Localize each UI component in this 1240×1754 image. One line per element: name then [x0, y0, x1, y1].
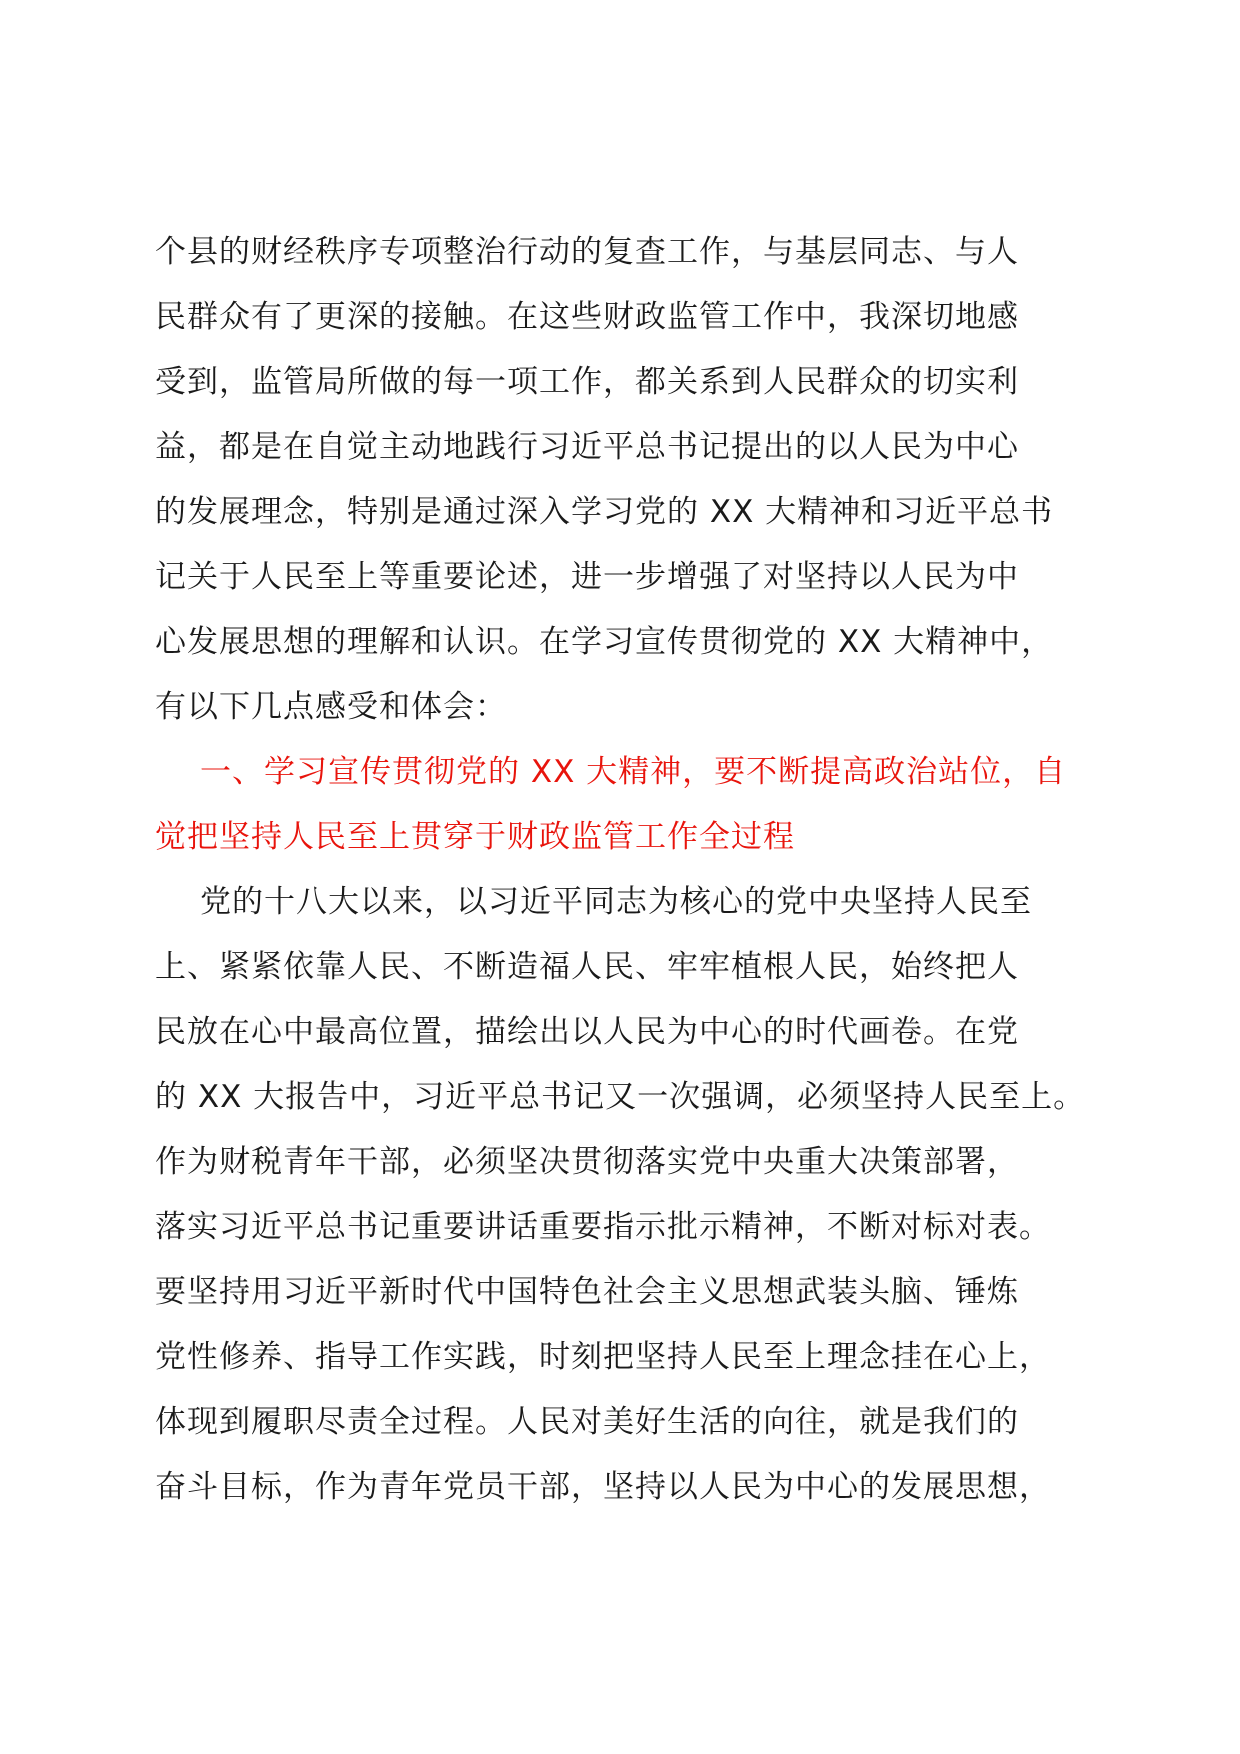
body-line: 党性修养、指导工作实践，时刻把坚持人民至上理念挂在心上，: [155, 1339, 1051, 1375]
intro-paragraph: [155, 220, 1105, 740]
intro-line: 记关于人民至上等重要论述，进一步增强了对坚持以人民为中: [155, 559, 1019, 595]
intro-line: 受到，监管局所做的每一项工作，都关系到人民群众的切实利: [155, 364, 1019, 400]
body-line: 民放在心中最高位置，描绘出以人民为中心的时代画卷。在党: [155, 1014, 1019, 1050]
body-paragraph: [155, 870, 1105, 1520]
section-heading-line: 一、学习宣传贯彻党的 XX 大精神，要不断提高政治站位，自: [200, 754, 1067, 790]
body-line: 奋斗目标，作为青年党员干部，坚持以人民为中心的发展思想，: [155, 1469, 1051, 1505]
intro-line: 益，都是在自觉主动地践行习近平总书记提出的以人民为中心: [155, 429, 1019, 465]
section-heading: [155, 740, 1105, 870]
body-line: 的 XX 大报告中，习近平总书记又一次强调，必须坚持人民至上。: [155, 1079, 1086, 1115]
document-body: [155, 220, 1105, 1520]
intro-line: 民群众有了更深的接触。在这些财政监管工作中，我深切地感: [155, 299, 1019, 335]
body-line: 落实习近平总书记重要讲话重要指示批示精神，不断对标对表。: [155, 1209, 1051, 1245]
section-heading-line: 觉把坚持人民至上贯穿于财政监管工作全过程: [155, 819, 795, 855]
body-line: 上、紧紧依靠人民、不断造福人民、牢牢植根人民，始终把人: [155, 949, 1019, 985]
body-line: 作为财税青年干部，必须坚决贯彻落实党中央重大决策部署，: [155, 1144, 1019, 1180]
intro-line: 个县的财经秩序专项整治行动的复查工作，与基层同志、与人: [155, 234, 1019, 270]
body-line: 体现到履职尽责全过程。人民对美好生活的向往，就是我们的: [155, 1404, 1019, 1440]
intro-line: 有以下几点感受和体会：: [155, 689, 507, 725]
intro-line: 心发展思想的理解和认识。在学习宣传贯彻党的 XX 大精神中，: [155, 624, 1054, 660]
intro-line: 的发展理念，特别是通过深入学习党的 XX 大精神和习近平总书: [155, 494, 1054, 530]
body-line: 党的十八大以来，以习近平同志为核心的党中央坚持人民至: [200, 884, 1032, 920]
body-line: 要坚持用习近平新时代中国特色社会主义思想武装头脑、锤炼: [155, 1274, 1019, 1310]
